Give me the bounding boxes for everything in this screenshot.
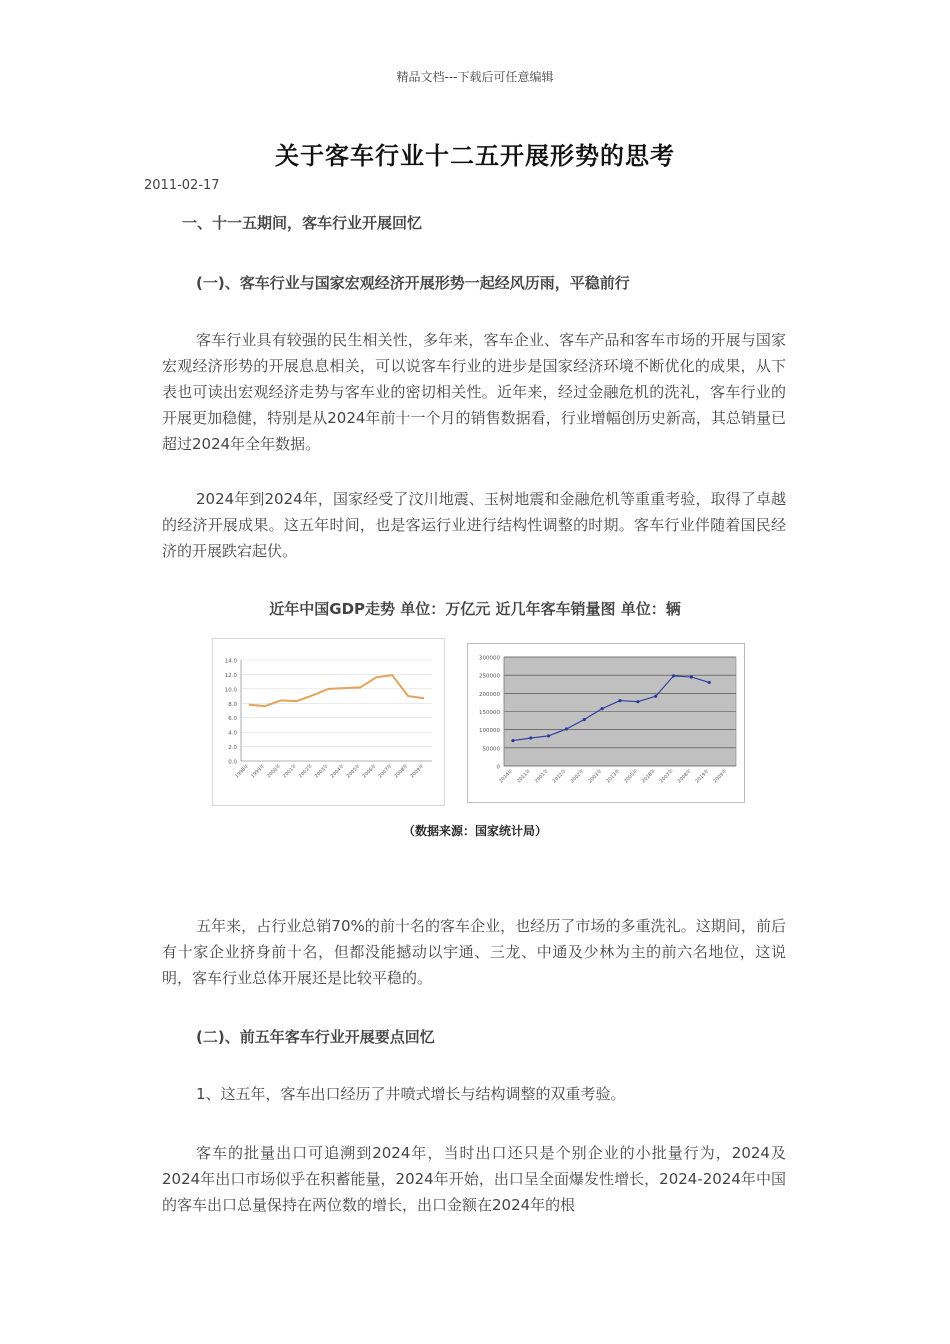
bus-sales-chart-svg: [468, 644, 744, 802]
x-tick-label: 2004年: [330, 763, 346, 780]
data-point: [636, 700, 639, 703]
x-tick-label: 2006年: [362, 763, 378, 780]
x-tick-label: 2005年: [623, 768, 640, 785]
y-tick-label: 250000: [479, 673, 500, 680]
x-tick-label: 2007年: [659, 768, 675, 785]
data-point: [654, 695, 657, 698]
chart-caption: 近年中国GDP走势 单位：万亿元 近几年客车销量图 单位：辆: [269, 600, 681, 618]
subsection-heading-2: (二)、前五年客车行业开展要点回忆: [196, 1028, 435, 1046]
paragraph-1: 客车行业具有较强的民生相关性，多年来，客车企业、客车产品和客车市场的开展与国家宏观经济形势的开展息息相关，可以说客车行业的进步是国家经济环境不断优化的成果，从下表也可读出宏观经济走势与客车业的密切相关性。近年来，经过金融危机的洗礼，客车行业的开展更加稳健，特别是从2024年前十一个月的销售数据看，行业增幅创历史新高，其总销量已超过2024年全年数据。: [162, 331, 786, 453]
y-tick-label: 6.0: [228, 716, 237, 723]
data-point: [529, 736, 532, 739]
y-tick-label: 150000: [479, 710, 500, 716]
data-point: [690, 675, 693, 678]
document-title: 关于客车行业十二五开展形势的思考: [275, 142, 675, 170]
data-source-note: （数据来源：国家统计局）: [402, 824, 547, 838]
x-tick-label: 2005年: [346, 763, 362, 780]
data-point: [672, 674, 675, 677]
x-tick-label: 2001年: [282, 763, 299, 780]
bus-sales-chart: [467, 643, 745, 803]
data-point: [547, 734, 550, 737]
y-tick-label: 100000: [479, 728, 500, 735]
gdp-chart-svg: [213, 639, 444, 805]
gdp-chart: [212, 638, 445, 806]
x-tick-label: 2008年: [677, 768, 693, 785]
x-tick-label: 2000年: [266, 763, 283, 780]
x-tick-label: 2007年: [378, 763, 394, 780]
data-point: [601, 707, 604, 710]
y-tick-label: 2.0: [228, 745, 237, 752]
x-tick-label: 2003年: [588, 768, 604, 785]
page-header: 精品文档---下载后可任意编辑: [396, 70, 554, 84]
x-tick-label: 2014年: [498, 768, 515, 785]
x-tick-label: 2002年: [298, 763, 315, 780]
x-tick-label: 2009年: [712, 768, 729, 785]
y-tick-label: 0: [496, 764, 500, 771]
y-tick-label: 50000: [482, 746, 500, 753]
data-point: [708, 681, 711, 684]
list-item-1: 1、这五年，客车出口经历了井喷式增长与结构调整的双重考验。: [196, 1085, 626, 1103]
paragraph-2: 2024年到2024年，国家经受了汶川地震、玉树地震和金融危机等重重考验，取得了卓越的经济开展成果。这五年时间，也是客运行业进行结构性调整的时期。客车行业伴随着国民经济的开展跌宕起伏。: [162, 490, 786, 560]
y-tick-label: 14.0: [224, 658, 237, 665]
y-tick-label: 300000: [479, 655, 500, 662]
y-tick-label: 0.0: [228, 759, 237, 766]
paragraph-3: 五年来，占行业总销70%的前十名的客车企业，也经历了市场的多重洗礼。这期间，前后有十家企业挤身前十名，但都没能撼动以宇通、三龙、中通及少林为主的前六名地位，这说明，客车行业总体开展还是比较平稳的。: [162, 917, 786, 987]
x-tick-label: 2001年: [534, 768, 551, 785]
x-tick-label: 2019年: [695, 768, 711, 785]
x-tick-label: 1998年: [234, 763, 251, 780]
data-point: [583, 718, 586, 721]
x-tick-label: 2018年: [641, 768, 658, 785]
x-tick-label: 2002年: [570, 768, 586, 785]
x-tick-label: 2013年: [605, 768, 622, 785]
publish-date: 2011-02-17: [144, 178, 220, 193]
x-tick-label: 2012年: [552, 768, 568, 785]
x-tick-label: 2003年: [314, 763, 330, 780]
y-tick-label: 8.0: [228, 701, 237, 708]
paragraph-4: 客车的批量出口可追溯到2024年，当时出口还只是个别企业的小批量行为，2024及2024年出口市场似乎在积蓄能量，2024年开始，出口呈全面爆发性增长，2024-2024年中国的客车出口总量保持在两位数的增长，出口金额在2024年的根: [162, 1144, 786, 1214]
data-point: [511, 739, 514, 742]
x-tick-label: 2008年: [393, 763, 410, 780]
y-tick-label: 200000: [479, 691, 500, 698]
x-tick-label: 2009年: [409, 763, 426, 780]
data-point: [565, 727, 568, 730]
y-tick-label: 4.0: [228, 730, 237, 737]
data-point: [618, 699, 621, 702]
x-tick-label: 2011年: [516, 768, 533, 785]
subsection-heading-1: (一)、客车行业与国家宏观经济开展形势一起经风历雨，平稳前行: [196, 274, 630, 292]
section-heading-1: 一、十一五期间，客车行业开展回忆: [182, 214, 423, 232]
x-tick-label: 1999年: [250, 763, 267, 780]
series-line: [249, 675, 424, 706]
y-tick-label: 12.0: [224, 672, 237, 679]
y-tick-label: 10.0: [224, 687, 237, 694]
